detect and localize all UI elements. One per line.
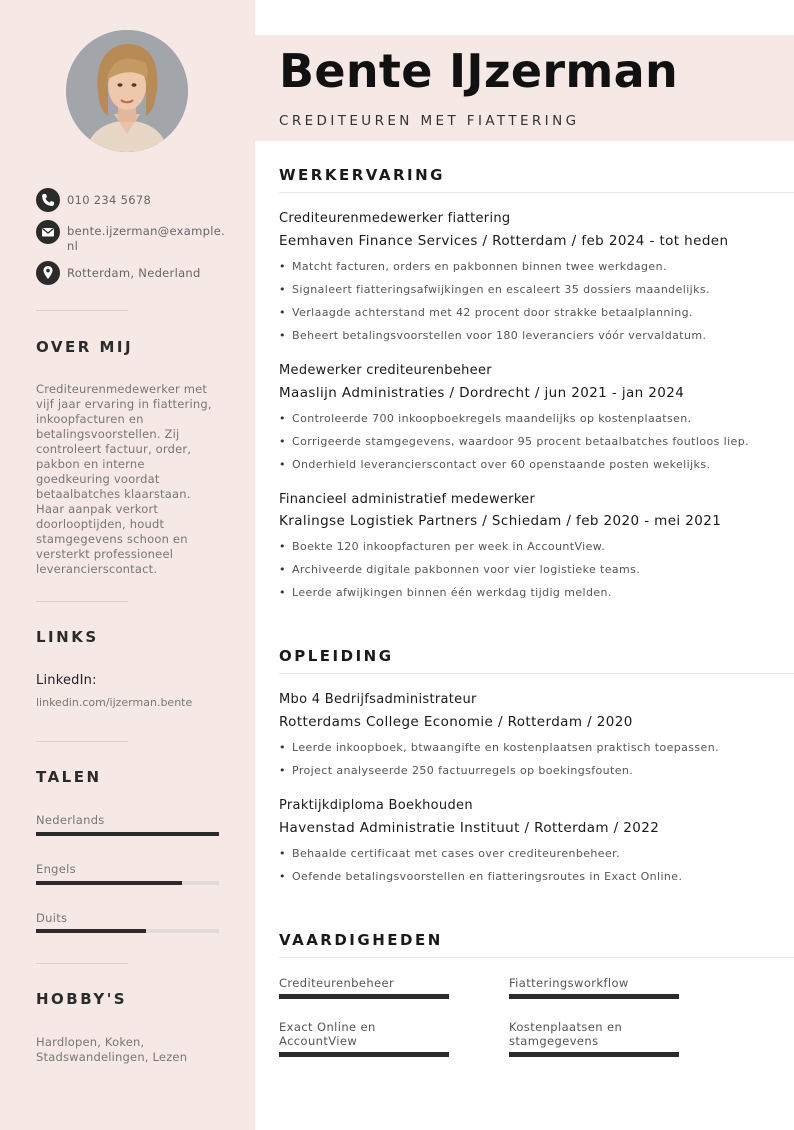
job-role: Financieel administratief medewerker — [279, 492, 536, 507]
skill-level-bar — [279, 1052, 449, 1057]
education-heading: OPLEIDING — [279, 647, 394, 665]
job-role: Medewerker crediteurenbeheer — [279, 363, 492, 378]
skill-level-bar — [509, 994, 679, 999]
job-organization: Maaslijn Administraties / Dordrecht / jun 2021 - jan 2024 — [279, 385, 685, 401]
language-name: Nederlands — [36, 813, 105, 827]
linkedin-link[interactable]: linkedin.com/ijzerman.bente — [36, 696, 193, 709]
job-role: Crediteurenmedewerker fiattering — [279, 211, 511, 226]
about-text: Crediteurenmedewerker met vijf jaar ervaring in fiattering, inkoopfacturen en betalingsvoorstellen. Zij controleert factuur, order, pakbon en interne goedkeuring voordat betaalbatches klaarstaan. Haar aanpak verkort doorlooptijden, houdt stamgegevens schoon en versterkt professioneel leverancierscontact. — [36, 382, 212, 576]
sidebar-divider — [36, 963, 128, 964]
main-content: Bente IJzerman CREDITEUREN MET FIATTERING WERKERVARING Crediteurenmedewerker fiattering Eemhaven Finance Services / Rotterdam / feb 2024 - tot heden Matcht facturen, orders en pakbonnen binnen twee werkdagen. Signaleert fiatteringsafwijkingen en escaleert 35 dossiers maandelijks. Verlaagde achterstand met 42 procent door strakke betaalplanning. Beheert betalingsvoorstellen voor 180 leveranciers vóór vervaldatum. Medewerker crediteurenbeheer Maaslijn Administraties / Dordrecht / jun 2021 - jan 2024 Controleerde 700 inkoopboekregels maandelijks op kostenplaatsen. Corrigeerde stamgegevens, waardoor 95 procent betaalbatches foutloos liep. Onderhield leverancierscontact over 60 openstaande posten wekelijks. Financieel administratief medewerker Kralingse Logistiek Partners / Schiedam / feb 2020 - mei 2021 Boekte 120 inkoopfacturen per week in AccountView. Archiveerde digitale pakbonnen voor vier logistieke teams. Leerde afwijkingen binnen één werkdag tijdig melden. OPLEIDING Mbo 4 Bedrijfsadministrateur Rotterdams College Economie / Rotterdam / 2020 Leerde inkoopboek, btwaangifte en kostenplaatsen praktisch toepassen. Project analyseerde 250 factuurregels op boekingsfouten. Praktijkdiploma Boekhouden Havenstad Administratie Instituut / Rotterdam / 2022 Behaalde certificaat met cases over crediteurenbeheer. Oefende betalingsvoorstellen en fiatteringsroutes in Exact Online. VAARDIGHEDEN Crediteurenbeheer Fiatteringsworkflow Exact Online en AccountView Kostenplaatsen en stamgegevens — [255, 0, 794, 1130]
links-heading: LINKS — [36, 628, 99, 646]
skill-name: Exact Online en AccountView — [279, 1020, 376, 1048]
phone-icon — [36, 188, 60, 212]
candidate-title: CREDITEUREN MET FIATTERING — [279, 113, 580, 129]
envelope-icon — [36, 220, 60, 244]
skills-heading: VAARDIGHEDEN — [279, 931, 443, 949]
sidebar-divider — [36, 741, 128, 742]
languages-heading: TALEN — [36, 768, 102, 786]
linkedin-label: LinkedIn: — [36, 673, 97, 688]
profile-photo — [66, 30, 188, 152]
phone-number: 010 234 5678 — [67, 193, 152, 207]
education-institution: Havenstad Administratie Instituut / Rotterdam / 2022 — [279, 820, 660, 836]
skill-level-bar — [279, 994, 449, 999]
portrait-image — [66, 30, 188, 152]
about-heading: OVER MIJ — [36, 338, 134, 356]
skill-name: Crediteurenbeheer — [279, 976, 395, 990]
education-degree: Mbo 4 Bedrijfsadministrateur — [279, 692, 477, 707]
section-divider — [279, 192, 794, 193]
language-level-fill — [36, 881, 182, 885]
language-name: Engels — [36, 862, 76, 876]
skill-name: Fiatteringsworkflow — [509, 976, 629, 990]
skill-level-bar — [509, 1052, 679, 1057]
language-level-bar — [36, 929, 219, 933]
language-name: Duits — [36, 911, 68, 925]
contact-location — [36, 261, 226, 285]
contact-email[interactable] — [36, 220, 226, 256]
language-level-fill — [36, 832, 219, 836]
sidebar-divider — [36, 601, 128, 602]
job-organization: Eemhaven Finance Services / Rotterdam / feb 2024 - tot heden — [279, 233, 729, 249]
language-level-bar — [36, 881, 219, 885]
section-divider — [279, 957, 794, 958]
language-level-fill — [36, 929, 146, 933]
education-institution: Rotterdams College Economie / Rotterdam / 2020 — [279, 714, 633, 730]
experience-heading: WERKERVARING — [279, 166, 445, 184]
map-pin-icon — [36, 261, 60, 285]
job-organization: Kralingse Logistiek Partners / Schiedam / feb 2020 - mei 2021 — [279, 513, 722, 529]
hobbies-heading: HOBBY'S — [36, 990, 128, 1008]
location-text: Rotterdam, Nederland — [67, 266, 201, 280]
section-divider — [279, 673, 794, 674]
education-degree: Praktijkdiploma Boekhouden — [279, 798, 473, 813]
skill-name: Kostenplaatsen en stamgegevens — [509, 1020, 623, 1048]
contact-phone[interactable] — [36, 188, 226, 212]
email-address: bente.ijzerman@example.nl — [67, 224, 226, 253]
sidebar — [0, 0, 255, 1130]
hobbies-text: Hardlopen, Koken, Stadswandelingen, Lezen — [36, 1035, 188, 1064]
sidebar-divider — [36, 310, 128, 311]
language-level-bar — [36, 832, 219, 836]
candidate-name: Bente IJzerman — [279, 44, 679, 98]
